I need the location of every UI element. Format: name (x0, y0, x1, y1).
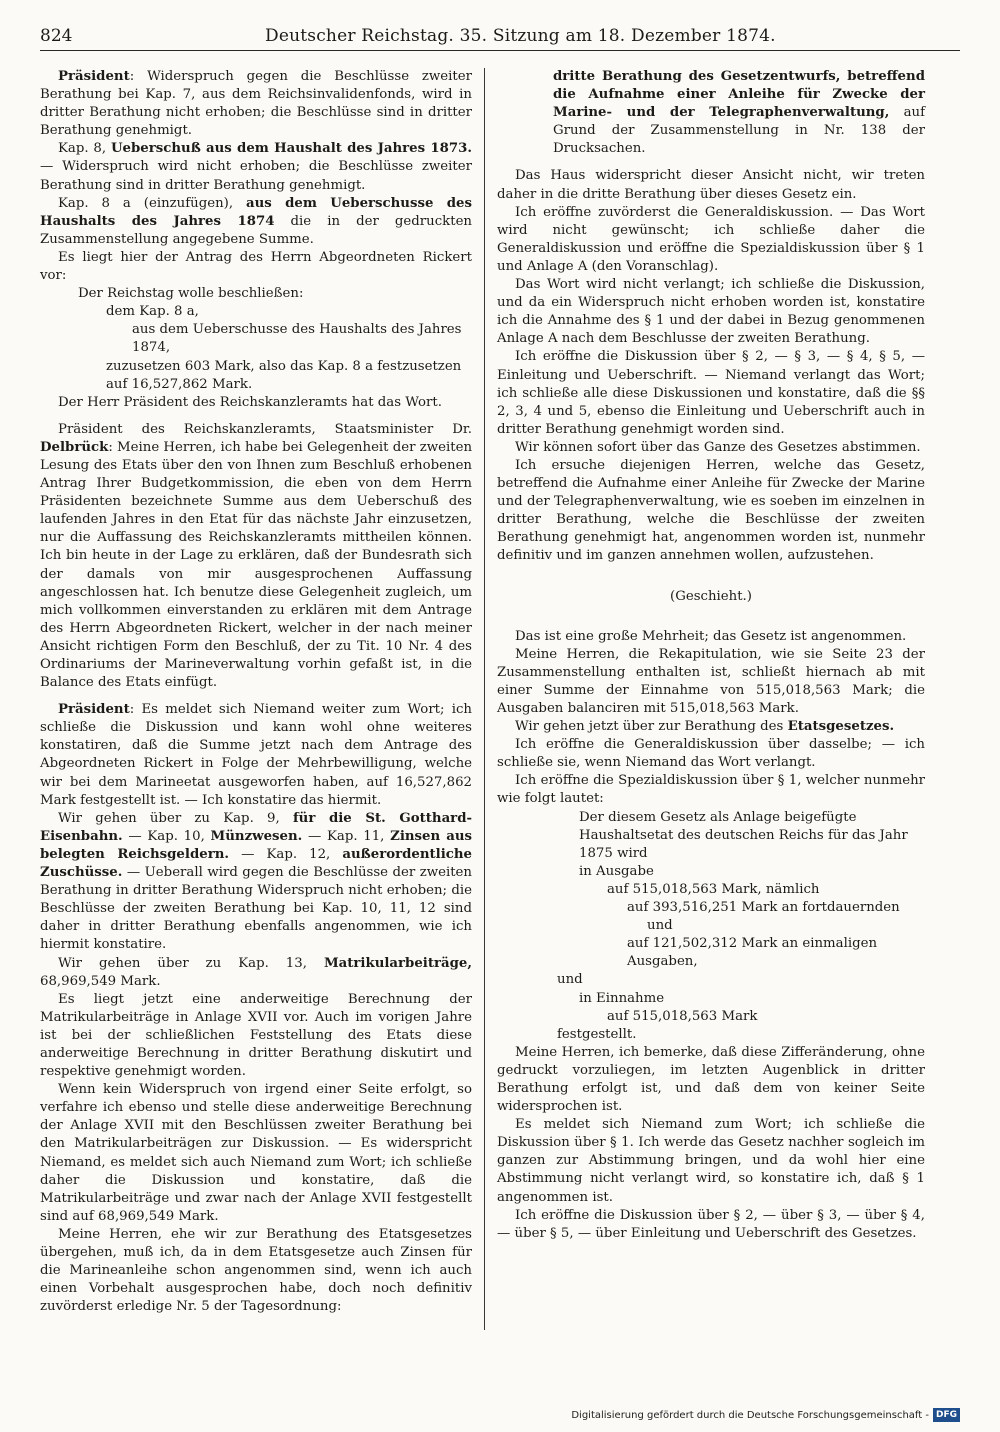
motion-line: aus dem Ueberschusse des Haushalts des Jahres 1874, (132, 322, 462, 356)
paragraph: Kap. 8 a (einzufügen), aus dem Ueberschusse des Haushalts des Jahres 1874 die in der gedruckten Zusammenstellung angegebene Summe. (40, 195, 472, 247)
paragraph: Ich ersuche diejenigen Herren, welche das Gesetz, betreffend die Aufnahme einer Anleihe für Zwecke der Marine und der Telegraphenverwaltung, wie es soeben im einzelnen in dritter Berathung, welche die Beschlüsse der zweiten Berathung genehmigt hat, angenommen worden ist, nunmehr definitiv und im ganzen annehmen wollen, aufzustehen. (497, 457, 925, 564)
law-text: auf 393,516,251 Mark an fortdauernden (627, 900, 900, 916)
motion-line: dem Kap. 8 a, (106, 304, 199, 320)
law-text: und (557, 972, 583, 988)
paragraph: Das Wort wird nicht verlangt; ich schließe die Diskussion, und da ein Widerspruch nicht erhoben worden ist, konstatire ich die Annahme des § 1 und der dabei in Bezug genommenen Anlage A nach dem Beschlusse der zweiten Berathung. (497, 277, 925, 347)
law-text: in Ausgabe (579, 863, 654, 879)
paragraph: Ich eröffne die Generaldiskussion über dasselbe; — ich schließe sie, wenn Niemand das Wort verlangt. (497, 737, 925, 771)
paragraph: Wir gehen über zu Kap. 9, für die St. Gotthard-Eisenbahn. — Kap. 10, Münzwesen. — Kap. 11, Zinsen aus belegten Reichsgeldern. — Kap. 12, außerordentliche Zuschüsse. — Ueberall wird gegen die Beschlüsse der zweiten Berathung in dritter Berathung Widerspruch nicht erhoben; die Beschlüsse der zweiten Berathung bei Kap. 10, 11, 12 sind daher in dritter Berathung ebenfalls angenommen, wie ich hiermit konstatire. (40, 810, 473, 953)
motion-line: zuzusetzen 603 Mark, also das Kap. 8 a festzusetzen auf 16,527,862 Mark. (106, 358, 462, 392)
paragraph: Es liegt hier der Antrag des Herrn Abgeordneten Rickert vor: (40, 249, 472, 284)
paragraph: Das ist eine große Mehrheit; das Gesetz ist angenommen. (515, 628, 907, 644)
paragraph: Wir können sofort über das Ganze des Gesetzes abstimmen. (515, 439, 921, 455)
paragraph: Kap. 8, Ueberschuß aus dem Haushalt des Jahres 1873. — Widerspruch wird nicht erhoben; die Beschlüsse zweiter Berathung sind in dritter Berathung genehmigt. (40, 141, 472, 193)
speaker-name: Delbrück (40, 439, 109, 455)
law-text: Der diesem Gesetz als Anlage beigefügte Haushaltsetat des deutschen Reichs für das Jahr 1875 wird (579, 809, 908, 861)
digitization-credit (571, 1408, 960, 1422)
paragraph: Präsident des Reichskanzleramts, Staatsminister Dr. Delbrück: Meine Herren, ich habe bei Gelegenheit der zweiten Lesung des Etats über den von Ihnen zum Beschluß erhobenen Antrag Ihrer Budgetkommission, die eben von dem Herrn Präsidenten bezeichnete Summe aus dem Ueberschuß des laufenden Jahres in den Etat für das nächste Jahr einzusetzen, nur die Auffassung des Reichskanzleramts mittheilen können. Ich bin heute in der Lage zu erklären, daß der Bundesrath sich der damals von mir ausgesprochenen Auffassung angeschlossen hat. Ich benutze diese Gelegenheit zugleich, um mich vollkommen einverstanden zu erklären mit dem Antrage des Herrn Abgeordneten Rickert, welcher in der nach meiner Ansicht richtigen Form den Beschluß, der zu Tit. 10 Nr. 4 des Ordinariums der Marineverwaltung vorhin gefaßt ist, in die Balance des Etats einfügt. (40, 421, 473, 691)
law-text: auf 515,018,563 Mark, nämlich (607, 881, 820, 897)
paragraph: Ich eröffne zuvörderst die Generaldiskussion. — Das Wort wird nicht gewünscht; ich schließe daher die Generaldiskussion und eröffne die Spezialdiskussion über § 1 und Anlage A (den Voranschlag). (497, 204, 925, 274)
header-rule (40, 50, 960, 51)
speaker-name: Präsident (58, 702, 130, 718)
dfg-logo: DFG (933, 1408, 960, 1422)
paragraph: Wir gehen jetzt über zur Berathung des Etatsgesetzes. (515, 719, 895, 735)
law-text: festgestellt. (557, 1026, 637, 1042)
column-divider (484, 68, 485, 1330)
paragraph: Ich eröffne die Spezialdiskussion über § 1, welcher nunmehr wie folgt lautet: (497, 773, 925, 807)
paragraph: Meine Herren, ehe wir zur Berathung des Etatsgesetzes übergehen, muß ich, da in dem Etatsgesetze auch Zinsen für die Marineanleihe schon angenommen sind, wenn ich auch einen Vorbehalt ausgesprochen habe, doch noch definitiv zuvörderst erledige Nr. 5 der Tagesordnung: (40, 1226, 472, 1315)
paragraph: Es meldet sich Niemand zum Wort; ich schließe die Diskussion über § 1. Ich werde das Gesetz nachher sogleich im ganzen zur Abstimmung bringen, und da wohl hier eine Abstimmung nicht verlangt wird, so konstatire ich, daß § 1 angenommen ist. (497, 1117, 925, 1205)
paragraph: Der Herr Präsident des Reichskanzleramts hat das Wort. (58, 394, 442, 410)
paragraph: Wir gehen über zu Kap. 13, Matrikularbeiträge, 68,969,549 Mark. (40, 955, 472, 989)
law-text: auf 121,502,312 Mark an einmaligen Ausgaben, (627, 936, 878, 970)
stage-direction: (Geschieht.) (670, 588, 752, 604)
agenda-item: dritte Berathung des Gesetzentwurfs, betreffend die Aufnahme einer Anleihe für Zwecke der Marine- und der Telegraphenverwaltung, auf Grund der Zusammenstellung in Nr. 138 der Drucksachen. (553, 69, 925, 157)
paragraph: Präsident: Widerspruch gegen die Beschlüsse zweiter Berathung bei Kap. 7, aus dem Reichsinvalidenfonds, wird in dritter Berathung nicht erhoben; die Beschlüsse sind in dritter Berathung genehmigt. (40, 69, 472, 139)
paragraph: Es liegt jetzt eine anderweitige Berechnung der Matrikularbeiträge in Anlage XVII vor. Auch im vorigen Jahre ist bei der schließlichen Feststellung des Etats diese anderweitige Berechnung in dritter Berathung diskutirt und respektive genehmigt worden. (40, 991, 472, 1080)
motion-line: Der Reichstag wolle beschließen: (78, 286, 304, 302)
paragraph: Ich eröffne die Diskussion über § 2, — § 3, — § 4, § 5, — Einleitung und Ueberschrift. — Niemand verlangt das Wort; ich schließe alle diese Diskussionen und konstatire, daß die §§ 2, 3, 4 und 5, ebenso die Einleitung und Ueberschrift auch in dritter Berathung genehmigt worden sind. (497, 349, 925, 437)
page-number: 824 (40, 26, 73, 46)
running-header: Deutscher Reichstag. 35. Sitzung am 18. Dezember 1874. (265, 26, 776, 46)
speaker-name: Präsident (58, 69, 130, 84)
law-text: auf 515,018,563 Mark (607, 1008, 758, 1024)
right-column (497, 68, 925, 1243)
paragraph: Wenn kein Widerspruch von irgend einer Seite erfolgt, so verfahre ich ebenso und stelle diese anderweitige Berechnung der Anlage XVII mit den Beschlüssen zweiter Berathung bei den Matrikularbeiträgen zur Diskussion. — Es widerspricht Niemand, es meldet sich auch Niemand zum Wort; ich schließe daher die Diskussion und konstatire, daß die Matrikularbeiträge und zwar nach der Anlage XVII festgestellt sind auf 68,969,549 Mark. (40, 1082, 472, 1224)
paragraph: Präsident: Es meldet sich Niemand weiter zum Wort; ich schließe die Diskussion und kann wohl ohne weiteres konstatiren, daß die Summe jetzt nach dem Antrage des Abgeordneten Rickert in Folge der Mehrbewilligung, welche wir bei dem Marineetat ausgeworfen haben, auf 16,527,862 Mark festgestellt ist. — Ich konstatire das hiermit. (40, 702, 472, 808)
law-text: und (647, 918, 673, 934)
paragraph: Meine Herren, ich bemerke, daß diese Zifferänderung, ohne gedruckt vorzuliegen, im letzten Augenblick in dritter Berathung erfolgt ist, und daß dem von keiner Seite widersprochen ist. (497, 1044, 925, 1115)
law-text: in Einnahme (579, 990, 665, 1006)
left-column (40, 68, 472, 1316)
paragraph: Meine Herren, die Rekapitulation, wie sie Seite 23 der Zusammenstellung enthalten ist, schließt hiernach ab mit einer Summe der Einnahme von 515,018,563 Mark; die Ausgaben balanciren mit 515,018,563 Mark. (497, 646, 925, 716)
paragraph: Ich eröffne die Diskussion über § 2, — über § 3, — über § 4, — über § 5, — über Einleitung und Ueberschrift des Gesetzes. (497, 1207, 925, 1241)
paragraph: Das Haus widerspricht dieser Ansicht nicht, wir treten daher in die dritte Berathung über dieses Gesetz ein. (497, 168, 925, 202)
credit-text: Digitalisierung gefördert durch die Deutsche Forschungsgemeinschaft - (571, 1410, 929, 1421)
